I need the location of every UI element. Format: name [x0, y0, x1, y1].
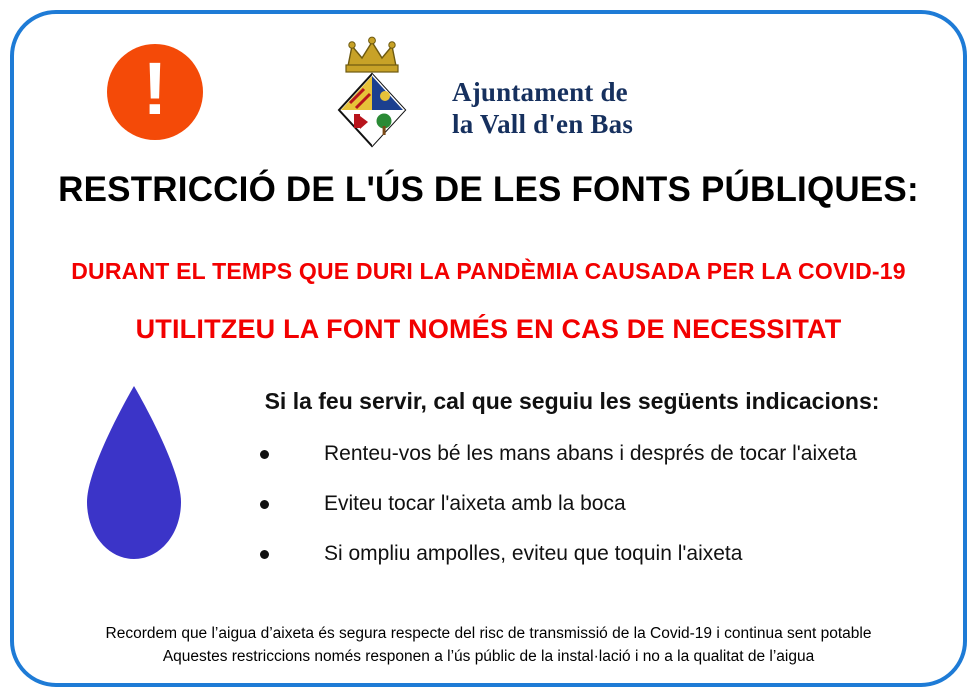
list-item-label: Si ompliu ampolles, eviteu que toquin l'aixeta: [324, 542, 743, 565]
bullet-dot-icon: [260, 450, 269, 459]
organization-name: [452, 76, 633, 140]
list-item: [214, 541, 954, 567]
instructions-list: [214, 441, 954, 567]
instructions-block: [214, 388, 954, 591]
poster-frame: [10, 10, 967, 687]
alert-icon-symbol: !: [142, 47, 168, 130]
organization-line-1: Ajuntament de: [452, 77, 628, 107]
bullet-dot-icon: [260, 500, 269, 509]
footer-line-2: Aquestes restriccions només responen a l’ús públic de la instal·lació i no a la qualitat de l’aigua: [162, 648, 815, 665]
instructions-heading: Si la feu servir, cal que seguiu les següents indicacions:: [264, 388, 880, 414]
page-title: RESTRICCIÓ DE L'ÚS DE LES FONTS PÚBLIQUES:: [58, 170, 919, 209]
list-item-label: Eviteu tocar l'aixeta amb la boca: [324, 492, 626, 515]
poster-header: [14, 28, 963, 148]
subtitle-use-only-if-needed: UTILITZEU LA FONT NOMÉS EN CAS DE NECESSITAT: [135, 314, 842, 344]
bullet-dot-icon: [260, 550, 269, 559]
list-item-label: Renteu-vos bé les mans abans i després de tocar l'aixeta: [324, 442, 857, 465]
footer-note: [14, 622, 963, 668]
footer-line-1: Recordem que l’aigua d’aixeta és segura respecte del risc de transmissió de la Covid-19 i continua sent potable: [105, 625, 872, 642]
list-item: [214, 441, 954, 467]
list-item: [214, 491, 954, 517]
subtitle-pandemic: DURANT EL TEMPS QUE DURI LA PANDÈMIA CAUSADA PER LA COVID-19: [71, 258, 906, 284]
alert-exclamation-icon: [107, 44, 203, 140]
organization-line-2: la Vall d'en Bas: [452, 109, 634, 139]
coat-of-arms-icon: [326, 36, 446, 148]
water-droplet-icon: [81, 384, 187, 562]
